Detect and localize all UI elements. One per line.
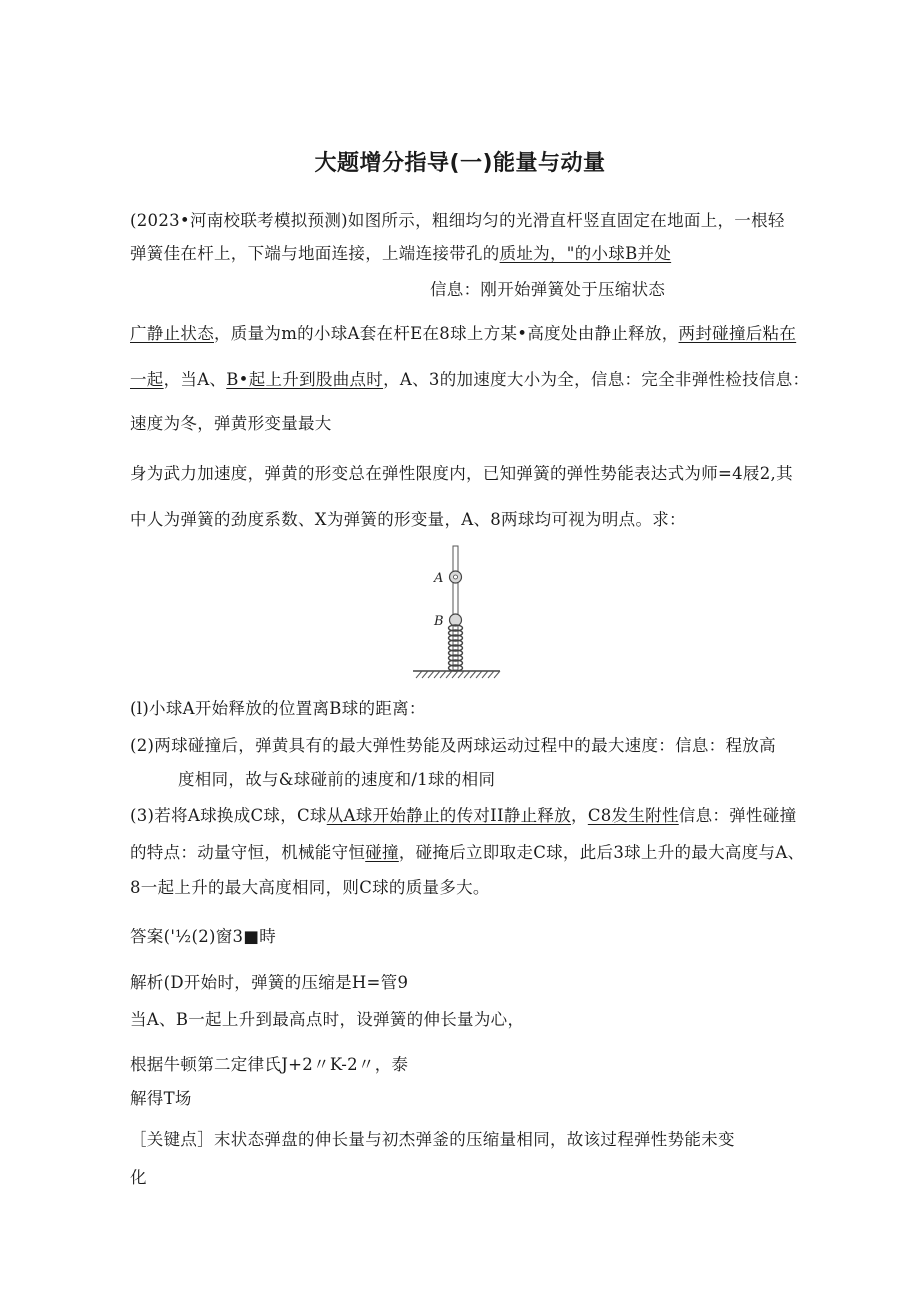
- answer-line: 答案('½(2)窗3■時: [130, 927, 277, 946]
- question-3: (3)若将A球换成C球，C球从A球开始静止的传对II静止释放，C8发生附性信息：弹性碰撞: [130, 806, 797, 825]
- problem-line-7: 中人为弹簧的劲度系数、X为弹簧的形变量，A、8两球均可视为明点。求：: [130, 510, 686, 529]
- question-2-cont: 度相同，故与&球碰前的速度和/1球的相同: [178, 770, 496, 789]
- underlined-phrase: B•起上升到股曲点时: [226, 370, 384, 389]
- underlined-phrase: 广静止状态: [130, 324, 214, 343]
- problem-line-2: 弹簧佳在杆上，下端与地面连接，上端连接带孔的质址为，"的小球B并处: [130, 244, 672, 263]
- spring-rod-figure: [408, 540, 508, 690]
- question-3-line-2: 的特点：动量守恒，机械能守恒碰撞，碰掩后立即取走C球，此后3球上升的最大高度与A、: [130, 843, 805, 862]
- problem-line-4: 一起，当A、B•起上升到股曲点时，A、3的加速度大小为全，信息：完全非弹性检技信息：: [130, 370, 810, 389]
- analysis-line-3: 根据牛顿第二定律氏J+2〃K-2〃，泰: [130, 1055, 409, 1074]
- problem-line-3: 广静止状态，质量为m的小球A套在杆E在8球上方某•高度处由静止释放，两封碰撞后粘在: [130, 324, 797, 343]
- problem-line-1: (2023•河南校联考模拟预测)如图所示，粗细均匀的光滑直杆竖直固定在地面上，一根轻: [130, 211, 785, 230]
- underlined-phrase: 从A球开始静止的传对II静止释放: [326, 806, 572, 825]
- page-title: 大题增分指导(一)能量与动量: [314, 151, 606, 176]
- underlined-phrase: 一起: [130, 370, 164, 389]
- underlined-phrase: 碰撞: [365, 843, 399, 862]
- problem-line-6: 身为武力加速度，弹黄的形变总在弹性限度内，已知弹簧的弹性势能表达式为师=4屐2,其: [130, 464, 793, 483]
- question-3-line-3: 8一起上升的最大高度相同，则C球的质量多大。: [130, 878, 490, 897]
- problem-line-5: 速度为冬，弹黄形变量最大: [130, 414, 332, 433]
- label-a: A: [434, 571, 444, 586]
- underlined-phrase: 质址为，"的小球B并处: [499, 244, 672, 263]
- question-2: (2)两球碰撞后，弹黄具有的最大弹性势能及两球运动过程中的最大速度：信息：程放高: [130, 736, 776, 755]
- underlined-phrase: C8发生附性: [587, 806, 679, 825]
- analysis-line-1: 解析(D开始时，弹簧的压缩是H=管9: [130, 973, 409, 992]
- key-point: ［关键点］末状态弹盘的伸长量与初杰弹釜的压缩量相同，故该过程弹性势能未变: [130, 1130, 735, 1149]
- question-1: (l)小球A开始释放的位置离B球的距离：: [130, 699, 426, 718]
- analysis-line-2: 当A、B一起上升到最高点时，设弹簧的伸长量为心，: [130, 1010, 525, 1029]
- ball-b: [450, 614, 462, 626]
- analysis-line-4: 解得T场: [130, 1089, 192, 1108]
- info-note-1: 信息：刚开始弹簧处于压缩状态: [430, 280, 666, 299]
- ground: [413, 671, 500, 678]
- underlined-phrase: 两封碰撞后粘在: [678, 324, 797, 343]
- label-b: B: [434, 614, 444, 629]
- key-point-cont: 化: [130, 1168, 147, 1187]
